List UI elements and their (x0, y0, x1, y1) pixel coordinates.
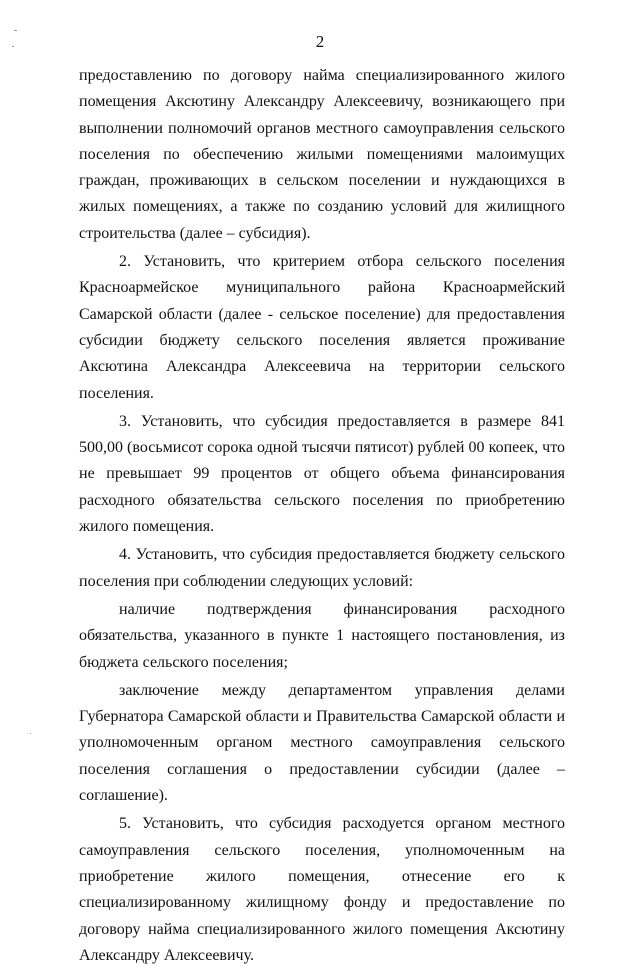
scan-speck (14, 30, 17, 31)
paragraph-item-5: 5. Установить, что субсидия расходуется органом местного самоуправления сельского поселения, уполномоченным на приобретение жилого помещения, отнесение его к специализированному жилищному фонду и предоставление по договору найма специализированного жилого помещения Аксютину Александру Алексеевичу. (79, 815, 565, 964)
page-number: 2 (315, 32, 325, 51)
document-body (79, 63, 565, 969)
paragraph-item-4: 4. Установить, что субсидия предоставляется бюджету сельского поселения при соблюдении следующих условий: (79, 546, 565, 590)
paragraph-condition-2: заключение между департаментом управления делами Губернатора Самарской области и Правительства Самарской области и уполномоченным органом местного самоуправления сельского поселения соглашения о предоставлении субсидии (далее – соглашение). (79, 681, 565, 805)
paragraph-condition-1: наличие подтверждения финансирования расходного обязательства, указанного в пункте 1 настоящего постановления, из бюджета сельского поселения; (79, 600, 565, 671)
scan-speck (30, 733, 31, 734)
paragraph-item-2: 2. Установить, что критерием отбора сельского поселения Красноармейское муниципального района Красноармейский Самарской области (далее - сельское поселение) для предоставления субсидии бюджету сельского поселения является проживание Аксютина Александра Алексеевича на территории сельского поселения. (79, 253, 565, 402)
paragraph-continuation: предоставлению по договору найма специализированного жилого помещения Аксютину Александру Алексеевичу, возникающего при выполнении полномочий органов местного самоуправления сельского поселения по обеспечению жилыми помещениями малоимущих граждан, проживающих в сельском поселении и нуждающихся в жилых помещениях, а также по созданию условий для жилищного строительства (далее – субсидия). (79, 67, 565, 242)
paragraph-item-3: 3. Установить, что субсидия предоставляется в размере 841 500,00 (восьмисот сорока одной тысячи пятисот) рублей 00 копеек, что не превышает 99 процентов от общего объема финансирования расходного обязательства сельского поселения по приобретению жилого помещения. (79, 412, 565, 536)
